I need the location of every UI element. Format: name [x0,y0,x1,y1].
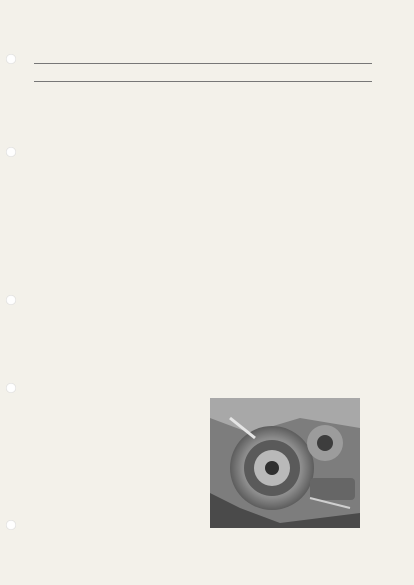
binder-hole [6,383,16,393]
table-header [34,63,372,82]
binder-hole [6,295,16,305]
binder-hole [6,520,16,530]
parts-table [34,63,372,361]
gearbox-photo-image [210,398,360,528]
binder-hole [6,54,16,64]
binder-hole [6,147,16,157]
gearbox-photo [210,398,360,528]
